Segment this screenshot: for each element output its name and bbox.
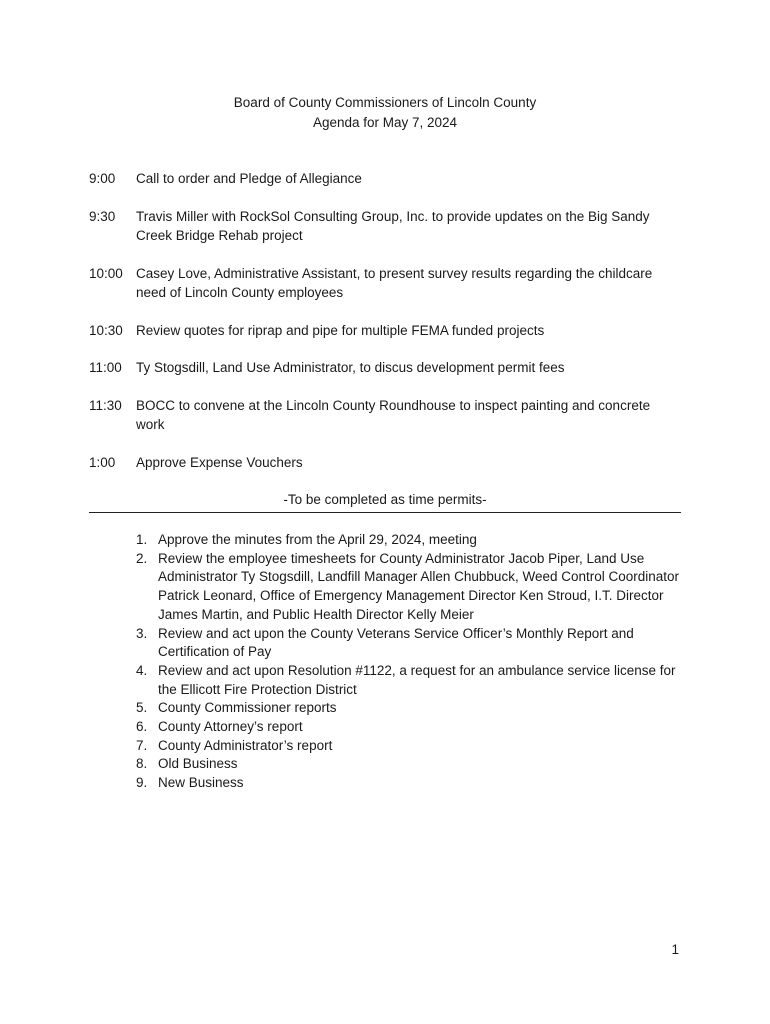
header-title: Board of County Commissioners of Lincoln County — [233, 95, 537, 110]
list-item-number: 1. — [136, 532, 148, 547]
agenda-description: Review quotes for riprap and pipe for multiple FEMA funded projects — [136, 322, 545, 338]
list-item-number: 2. — [136, 550, 148, 566]
list-item-text: Review and act upon the County Veterans Service Officer’s Monthly Report and Certification of Pay — [158, 625, 634, 660]
agenda-item — [89, 207, 681, 246]
agenda-description: Approve Expense Vouchers — [136, 454, 303, 470]
list-item — [136, 737, 681, 756]
time-permits-divider: -To be completed as time permits- — [89, 490, 681, 513]
agenda-description: Travis Miller with RockSol Consulting Group, Inc. to provide updates on the Big Sandy Creek Bridge Rehab project — [136, 208, 650, 243]
agenda-schedule — [89, 169, 681, 490]
agenda-item — [89, 169, 681, 189]
list-item-number: 5. — [136, 700, 148, 716]
list-item-text: County Commissioner reports — [158, 700, 337, 716]
agenda-item — [89, 453, 681, 473]
list-item-number: 7. — [136, 737, 148, 753]
agenda-item — [89, 358, 681, 378]
agenda-time: 9:30 — [89, 208, 116, 224]
list-item — [136, 531, 681, 550]
agenda-description: Call to order and Pledge of Allegiance — [136, 171, 362, 186]
list-item-number: 6. — [136, 719, 148, 735]
agenda-time: 10:30 — [89, 322, 123, 338]
agenda-item — [89, 264, 681, 303]
list-item-number: 3. — [136, 625, 148, 641]
list-item — [136, 550, 681, 625]
page-number: 1 — [671, 942, 679, 957]
header-subtitle: Agenda for May 7, 2024 — [312, 115, 458, 130]
list-item — [136, 662, 681, 699]
agenda-time: 11:00 — [89, 360, 122, 375]
list-item-number: 8. — [136, 756, 148, 772]
list-item-text: Approve the minutes from the April 29, 2024, meeting — [158, 532, 477, 547]
agenda-item — [89, 396, 681, 435]
agenda-time: 10:00 — [89, 265, 123, 281]
list-item-text: New Business — [158, 775, 244, 791]
list-item-number: 9. — [136, 775, 148, 791]
document-header — [0, 93, 770, 133]
agenda-description: BOCC to convene at the Lincoln County Roundhouse to inspect painting and concrete work — [136, 397, 651, 432]
list-item-text: Review the employee timesheets for County Administrator Jacob Piper, Land Use Administrator Ty Stogsdill, Landfill Manager Allen Chubbuck, Weed Control Coordinator Patrick Leonard, Office of Emergency Management Director Ken Stroud, I.T. Director James Martin, and Public Health Director Kelly Meier — [158, 550, 680, 622]
list-item — [136, 625, 681, 662]
list-item — [136, 774, 681, 793]
agenda-time: 11:30 — [89, 397, 122, 413]
list-item-number: 4. — [136, 662, 148, 678]
list-item-text: County Attorney’s report — [158, 719, 303, 735]
agenda-time: 1:00 — [89, 454, 116, 470]
agenda-description: Ty Stogsdill, Land Use Administrator, to discus development permit fees — [136, 360, 565, 375]
agenda-description: Casey Love, Administrative Assistant, to present survey results regarding the childcare need of Lincoln County employees — [136, 265, 653, 300]
list-item — [136, 718, 681, 737]
list-item — [136, 699, 681, 718]
agenda-item — [89, 321, 681, 341]
agenda-time: 9:00 — [89, 171, 116, 186]
list-item — [136, 755, 681, 774]
task-list — [136, 531, 681, 793]
list-item-text: Review and act upon Resolution #1122, a request for an ambulance service license for the Ellicott Fire Protection District — [158, 662, 676, 697]
list-item-text: County Administrator’s report — [158, 737, 333, 753]
list-item-text: Old Business — [158, 756, 238, 772]
